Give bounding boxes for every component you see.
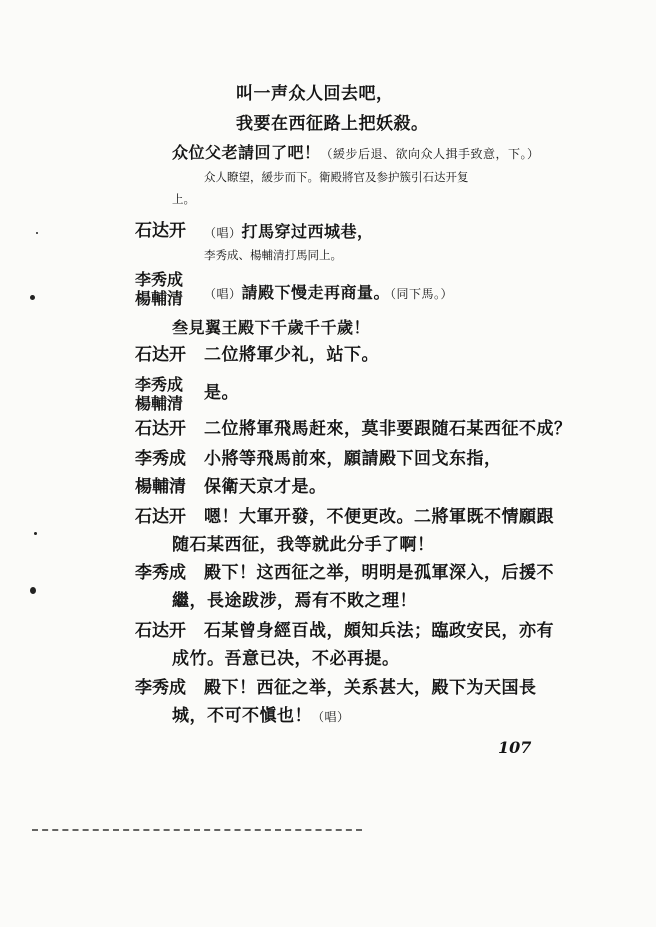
speaker-name: 石达开 xyxy=(135,419,186,439)
dialogue-text: 众位父老請回了吧！ xyxy=(172,143,321,162)
dialogue-line: 叁見翼王殿下千歲千千歲！ xyxy=(172,318,371,337)
stage-direction: 李秀成、楊輔清打馬同上。 xyxy=(204,248,342,262)
stage-direction: 上。 xyxy=(172,192,195,206)
dialogue-text: 殿下！西征之举，关系甚大，殿下为天国長 xyxy=(204,678,537,698)
dialogue-text: 請殿下慢走再商量。 xyxy=(241,283,391,302)
stage-direction: 众人瞭望，緩步而下。衛殿將官及参护簇引石达开复 xyxy=(204,170,469,184)
dialogue-text: 繼，長途跋涉，焉有不敗之理！ xyxy=(172,591,417,611)
dialogue-text: 二位將軍少礼，站下。 xyxy=(204,345,379,365)
margin-speck xyxy=(36,232,38,234)
verse-line-1: 叫一声众人回去吧， xyxy=(236,84,394,104)
dialogue-text: 随石某西征，我等就此分手了啊！ xyxy=(172,535,435,555)
speaker-name: 楊輔清 xyxy=(135,394,184,413)
page-number: 107 xyxy=(498,738,532,757)
speaker-name: 石达开 xyxy=(135,507,186,527)
speaker-name: 石达开 xyxy=(135,345,186,365)
stage-direction: （唱） xyxy=(204,226,242,240)
dialogue-text: 嗯！大軍开發，不便更改。二將軍既不情願跟 xyxy=(204,507,554,527)
scan-edge-line xyxy=(32,829,362,831)
dialogue-line xyxy=(172,708,350,725)
dialogue-text: 二位將軍飛馬赶來，莫非要跟随石某西征不成？ xyxy=(204,419,572,439)
dialogue-text: 石某曾身經百战，頗知兵法；臨政安民，亦有 xyxy=(204,621,554,641)
speaker-name: 石达开 xyxy=(135,621,186,641)
speaker-name: 楊輔清 xyxy=(135,289,184,308)
margin-speck xyxy=(34,532,37,535)
speaker-name: 楊輔清 xyxy=(135,477,186,497)
speaker-name: 李秀成 xyxy=(135,449,186,469)
speaker-name-pair xyxy=(135,270,195,308)
stage-direction: （唱） xyxy=(312,710,350,724)
speaker-name: 李秀成 xyxy=(135,563,186,583)
dialogue-text: 殿下！这西征之举，明明是孤軍深入，后援不 xyxy=(204,563,554,583)
dialogue-text: 城，不可不愼也！ xyxy=(172,706,312,726)
dialogue-text: 成竹。吾意已决，不必再提。 xyxy=(172,649,400,669)
dialogue-line xyxy=(204,224,374,240)
speaker-name-pair xyxy=(135,375,195,413)
speaker-name: 李秀成 xyxy=(135,270,184,289)
margin-speck xyxy=(30,587,36,594)
dialogue-line xyxy=(204,285,453,301)
speaker-name: 李秀成 xyxy=(135,678,186,698)
stage-direction: （同下馬。） xyxy=(390,287,454,301)
dialogue-text: 小將等飛馬前來，願請殿下回戈东指， xyxy=(204,449,502,469)
dialogue-line xyxy=(172,145,540,161)
dialogue-text: 是。 xyxy=(204,383,239,403)
verse-line-2: 我要在西征路上把妖殺。 xyxy=(236,114,429,134)
dialogue-text: 打馬穿过西城巷， xyxy=(241,222,374,241)
margin-speck xyxy=(30,295,35,300)
stage-direction: （唱） xyxy=(204,287,242,301)
speaker-name: 石达开 xyxy=(135,221,186,241)
speaker-name: 李秀成 xyxy=(135,375,184,394)
stage-direction: （緩步后退、欲向众人揖手致意，下。） xyxy=(320,147,540,161)
dialogue-text: 保衛天京才是。 xyxy=(204,477,327,497)
